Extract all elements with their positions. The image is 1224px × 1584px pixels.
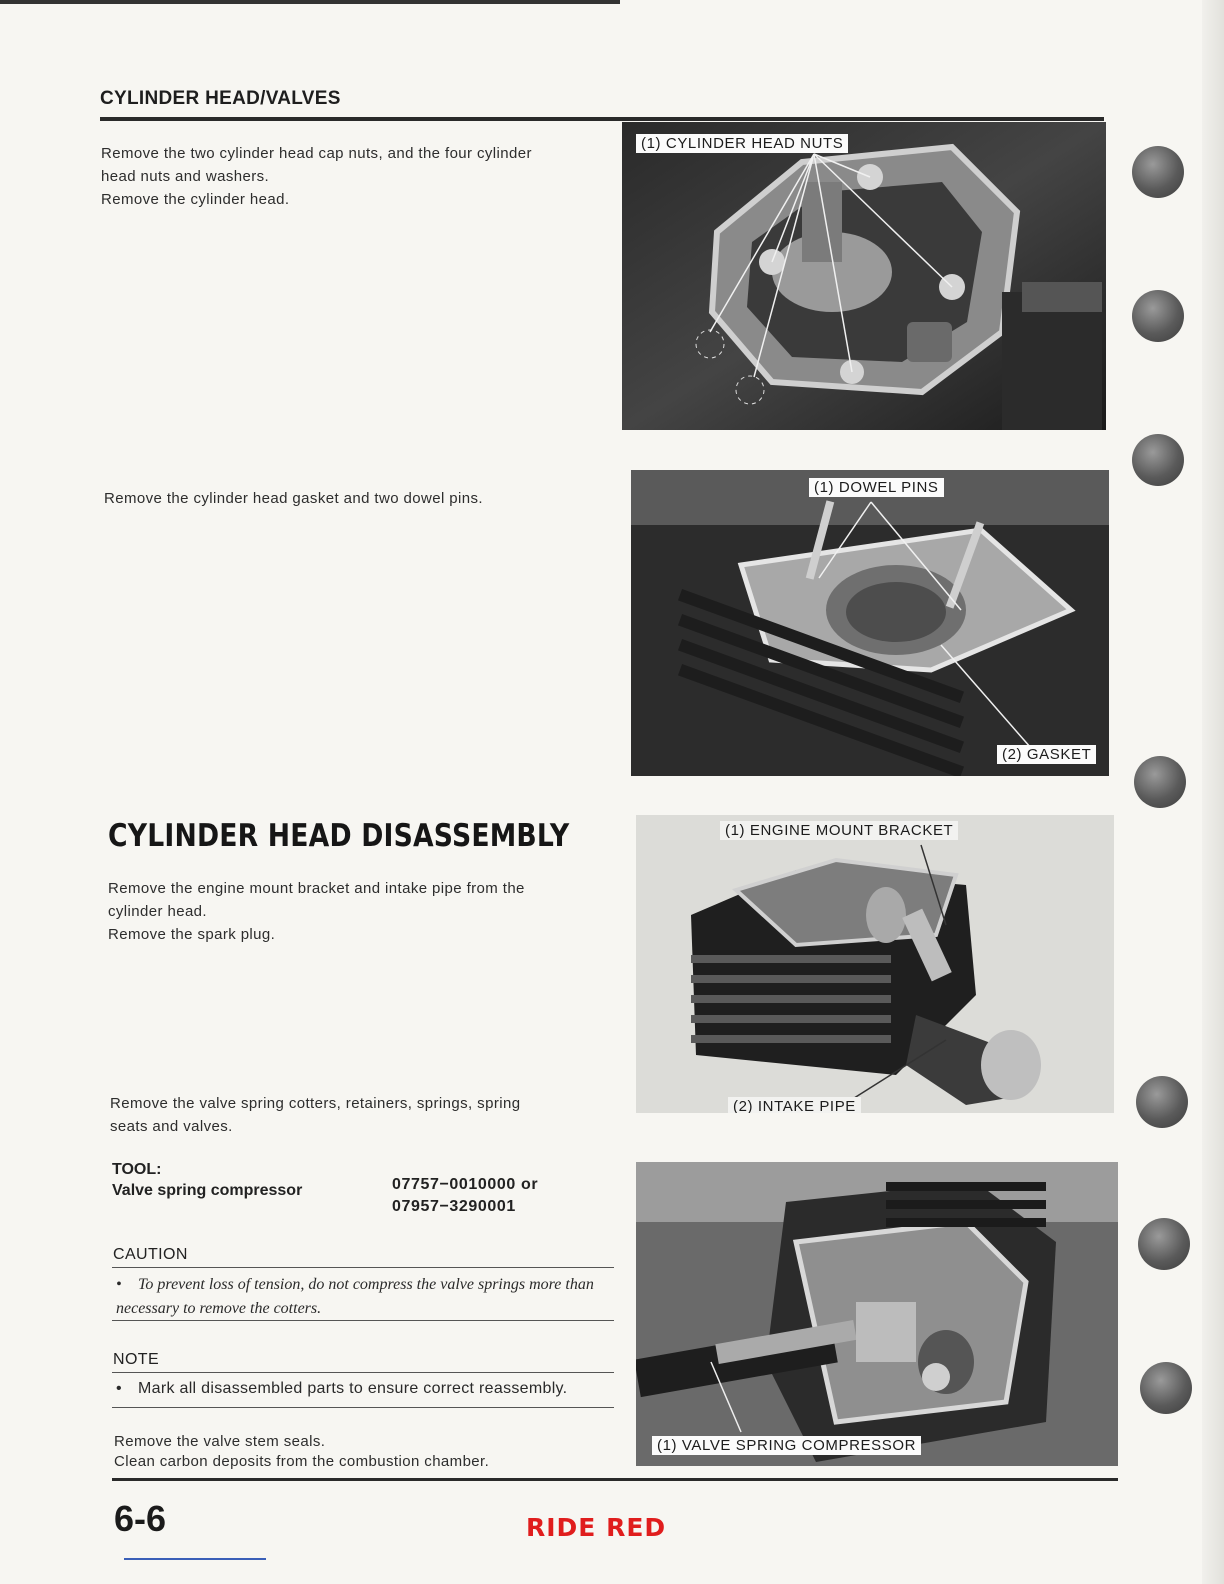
header-rule xyxy=(100,117,1104,121)
step1-line: Remove the two cylinder head cap nuts, and the four cylinder xyxy=(101,145,532,162)
binder-hole xyxy=(1132,146,1184,198)
section-title: CYLINDER HEAD DISASSEMBLY xyxy=(108,818,570,854)
brand-logo: RIDE RED xyxy=(526,1513,667,1542)
binder-hole xyxy=(1140,1362,1192,1414)
callout-intake-pipe: (2) INTAKE PIPE xyxy=(728,1097,861,1113)
binder-hole xyxy=(1136,1076,1188,1128)
bullet-dot-icon: • xyxy=(116,1380,122,1397)
step3-text xyxy=(108,877,525,946)
photo-engine-mount-intake xyxy=(636,815,1114,1113)
caution-item-text: To prevent loss of tension, do not compress the valve springs more than necessary to remove the cotters. xyxy=(116,1276,594,1317)
note-item-text: Mark all disassembled parts to ensure correct reassembly. xyxy=(138,1380,568,1397)
step5-text xyxy=(114,1432,489,1472)
step5-line: Remove the valve stem seals. xyxy=(114,1433,326,1450)
step2-line: Remove the cylinder head gasket and two dowel pins. xyxy=(104,490,483,507)
callout-engine-mount-bracket: (1) ENGINE MOUNT BRACKET xyxy=(720,821,958,840)
photo-dowel-pins-gasket xyxy=(631,470,1109,776)
caution-rule-top xyxy=(112,1267,614,1268)
step1-line: head nuts and washers. xyxy=(101,168,270,185)
note-rule-top xyxy=(112,1372,614,1373)
photo-cylinder-head-nuts xyxy=(622,122,1106,430)
bottom-blue-line xyxy=(124,1558,266,1560)
footer-rule xyxy=(112,1478,1118,1481)
caution-title: CAUTION xyxy=(113,1246,188,1263)
photo-valve-spring-compressor xyxy=(636,1162,1118,1466)
step3-line: cylinder head. xyxy=(108,903,207,920)
binder-hole xyxy=(1134,756,1186,808)
bullet-dot-icon: • xyxy=(116,1276,122,1293)
step2-text xyxy=(104,487,483,510)
step1-line: Remove the cylinder head. xyxy=(101,191,290,208)
callout-gasket: (2) GASKET xyxy=(997,745,1096,764)
callout-cylinder-head-nuts: (1) CYLINDER HEAD NUTS xyxy=(636,134,848,153)
callout-valve-spring-compressor: (1) VALVE SPRING COMPRESSOR xyxy=(652,1436,921,1455)
step4-line: Remove the valve spring cotters, retainers, springs, spring xyxy=(110,1095,521,1112)
callout-dowel-pins: (1) DOWEL PINS xyxy=(809,478,944,497)
step4-text xyxy=(110,1092,520,1138)
step3-line: Remove the spark plug. xyxy=(108,926,276,943)
note-item xyxy=(116,1380,616,1398)
step1-text xyxy=(101,142,532,211)
page-header-title: CYLINDER HEAD/VALVES xyxy=(100,88,341,109)
page-number: 6-6 xyxy=(114,1498,167,1539)
tool-number: 07757−0010000 or xyxy=(392,1176,539,1193)
note-rule-bottom xyxy=(112,1407,614,1408)
note-title: NOTE xyxy=(113,1351,160,1368)
caution-rule-bottom xyxy=(112,1320,614,1321)
page-right-edge xyxy=(1202,0,1224,1584)
tool-number: 07957−3290001 xyxy=(392,1198,516,1215)
top-edge-line xyxy=(0,0,620,4)
step5-line: Clean carbon deposits from the combustion chamber. xyxy=(114,1453,490,1470)
tool-label: TOOL: xyxy=(112,1161,162,1178)
binder-hole xyxy=(1138,1218,1190,1270)
caution-item xyxy=(116,1273,616,1321)
tool-name: Valve spring compressor xyxy=(112,1182,303,1199)
binder-hole xyxy=(1132,290,1184,342)
step3-line: Remove the engine mount bracket and intake pipe from the xyxy=(108,880,525,897)
step4-line: seats and valves. xyxy=(110,1118,233,1135)
binder-hole xyxy=(1132,434,1184,486)
